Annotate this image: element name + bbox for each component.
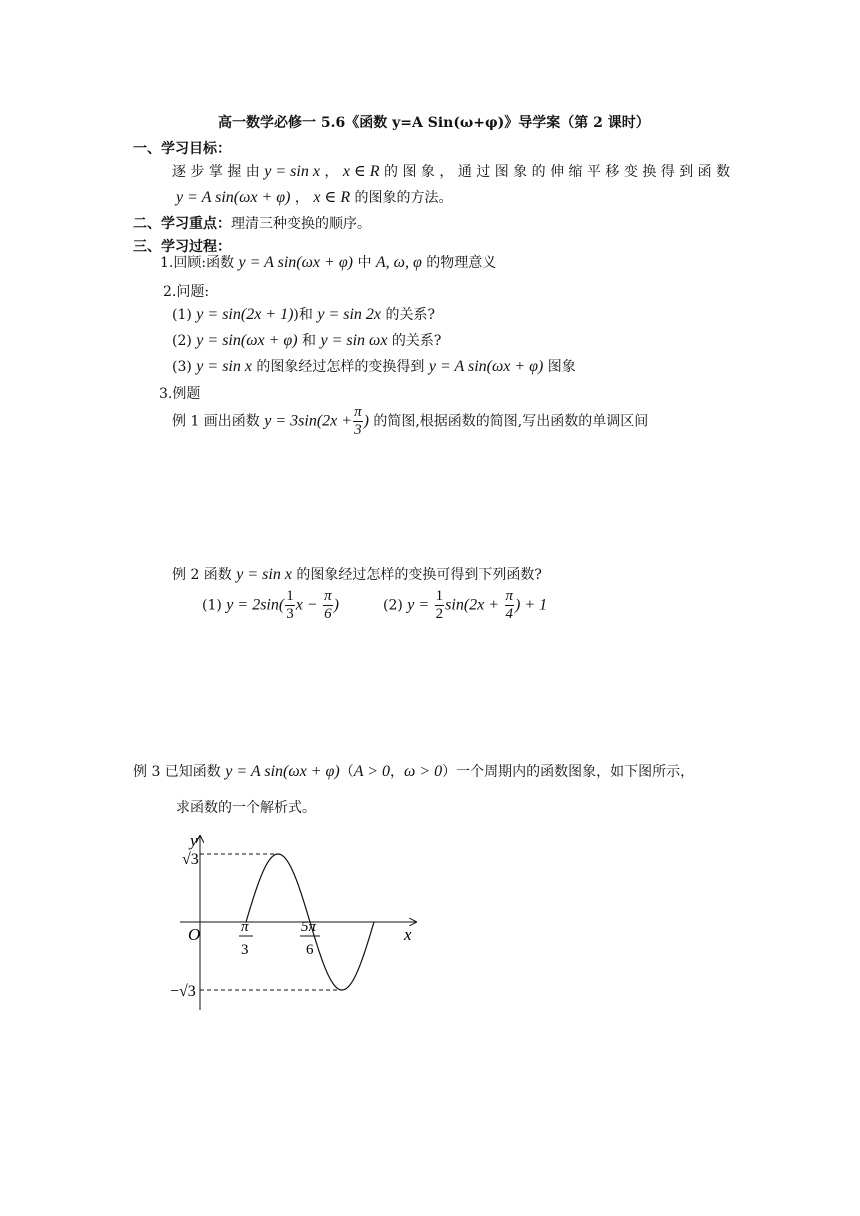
- math-expression: y = 2sin(: [226, 596, 285, 614]
- example-text: 一个周期内的函数图象，如下图所示，: [456, 764, 695, 780]
- x-axis-label: x: [404, 925, 412, 944]
- fraction-pi-over-6: $\frac{\pi}{6}$: [324, 588, 332, 622]
- fraction-pi-over-3: $\frac{\pi}{3}$: [354, 404, 362, 438]
- page-title: 高一数学必修一 5.6《函数 y=A Sin(ω+φ)》导学案（第 2 课时）: [218, 115, 650, 131]
- math-expression: ) + 1: [515, 596, 548, 614]
- example-label: 例 3 已知函数: [133, 764, 221, 780]
- math-expression: y =: [407, 596, 430, 614]
- sine-graph: [168, 830, 428, 1020]
- punctuation: ，: [294, 190, 309, 206]
- example-text: 的图象经过怎样的变换可得到下列函数?: [296, 567, 542, 583]
- section-heading-objectives: 一、学习目标：: [133, 141, 231, 157]
- objectives-text: 的 图 象 ， 通 过 图 象 的 伸 缩 平 移 变 换 得 到 函 数: [384, 164, 731, 180]
- y-min-label: −√3: [170, 983, 196, 1000]
- process-item-2: 2.问题:: [163, 284, 210, 300]
- example-3: [133, 761, 694, 781]
- example-3-line-2: 求函数的一个解析式。: [176, 800, 316, 816]
- question-text: )和: [293, 307, 313, 323]
- math-expression: y = sin 2x: [317, 306, 382, 323]
- example-2-part-2: [383, 588, 547, 623]
- question-3: [172, 356, 576, 376]
- section-heading-keypoints: 二、学习重点：: [133, 216, 231, 232]
- question-number: (3): [172, 359, 192, 375]
- question-text: 的图象经过怎样的变换得到: [256, 359, 425, 375]
- punctuation: ，: [324, 164, 339, 180]
- math-condition-a: A > 0: [353, 763, 391, 780]
- x-tick-2-denominator: 6: [306, 942, 314, 958]
- math-expression: y = sin ωx: [320, 332, 388, 349]
- math-expression: A, ω, φ: [375, 254, 422, 271]
- math-expression: y = A sin(ωx + φ): [225, 763, 340, 780]
- y-max-label: √3: [182, 851, 199, 868]
- math-expression: sin(2x +: [445, 596, 500, 614]
- example-label: 例 1 画出函数: [172, 413, 260, 430]
- objectives-line-1: [172, 161, 730, 181]
- question-number: (1): [172, 307, 192, 323]
- math-expression: ): [363, 412, 369, 430]
- punctuation: ）: [442, 764, 457, 780]
- objectives-text: 逐 步 掌 握 由: [172, 164, 260, 180]
- punctuation: （: [339, 764, 354, 780]
- punctuation: ，: [390, 764, 405, 780]
- question-number: (2): [172, 333, 192, 349]
- part-number: (1): [202, 597, 222, 614]
- section-heading-process: 三、学习过程：: [133, 239, 231, 255]
- part-number: (2): [383, 597, 403, 614]
- math-expression: y = sin(2x + 1): [196, 306, 294, 323]
- math-expression: y = sin(ωx + φ): [196, 332, 298, 349]
- fraction-one-half: $\frac{1}{2}$: [435, 588, 444, 622]
- keypoints-text: 理清三种变换的顺序。: [231, 216, 371, 232]
- key-points-line: [133, 213, 371, 233]
- process-item-3: 3.例题: [159, 386, 201, 402]
- question-1: [172, 304, 435, 324]
- example-2-part-1: [202, 588, 339, 623]
- question-text: 的关系?: [385, 307, 435, 323]
- item-text: 1.回顾:函数: [160, 255, 235, 271]
- question-text: 图象: [547, 359, 576, 375]
- math-expression: y = A sin(ωx + φ): [238, 254, 353, 271]
- item-text: 中: [357, 255, 372, 271]
- question-text: 的关系?: [391, 333, 442, 349]
- fraction-one-third: $\frac{1}{3}$: [286, 588, 294, 622]
- math-expression: y = 3sin(2x +: [264, 412, 353, 430]
- math-expression: ): [333, 596, 339, 614]
- math-expression: x ∈ R: [313, 189, 351, 206]
- item-text: 的物理意义: [426, 255, 497, 271]
- process-item-1: [160, 252, 496, 272]
- example-text: 的简图,根据函数的简图,写出函数的单调区间: [373, 413, 649, 430]
- math-condition-omega: ω > 0: [404, 763, 443, 780]
- math-expression: y = A sin(ωx + φ): [176, 189, 291, 206]
- objectives-line-2: [176, 187, 453, 207]
- question-2: [172, 330, 441, 350]
- math-expression: x −: [295, 596, 318, 614]
- origin-label: O: [188, 925, 201, 944]
- x-tick-2-numerator: 5π: [301, 919, 317, 935]
- fraction-pi-over-4: $\frac{\pi}{4}$: [505, 588, 514, 622]
- math-expression: y = sin x: [196, 358, 252, 375]
- y-axis-label: y: [190, 831, 198, 850]
- example-label: 例 2 函数: [172, 567, 232, 583]
- math-expression: y = sin x: [236, 566, 292, 583]
- math-expression: y = sin x: [264, 163, 320, 180]
- math-expression: y = A sin(ωx + φ): [428, 358, 544, 375]
- question-text: 和: [302, 333, 317, 349]
- x-tick-1-numerator: π: [241, 919, 249, 935]
- objectives-text: 的图象的方法。: [354, 190, 453, 206]
- x-tick-1-denominator: 3: [241, 942, 249, 958]
- math-expression: x ∈ R: [342, 163, 380, 180]
- example-2: [172, 564, 542, 584]
- example-1: [172, 404, 648, 439]
